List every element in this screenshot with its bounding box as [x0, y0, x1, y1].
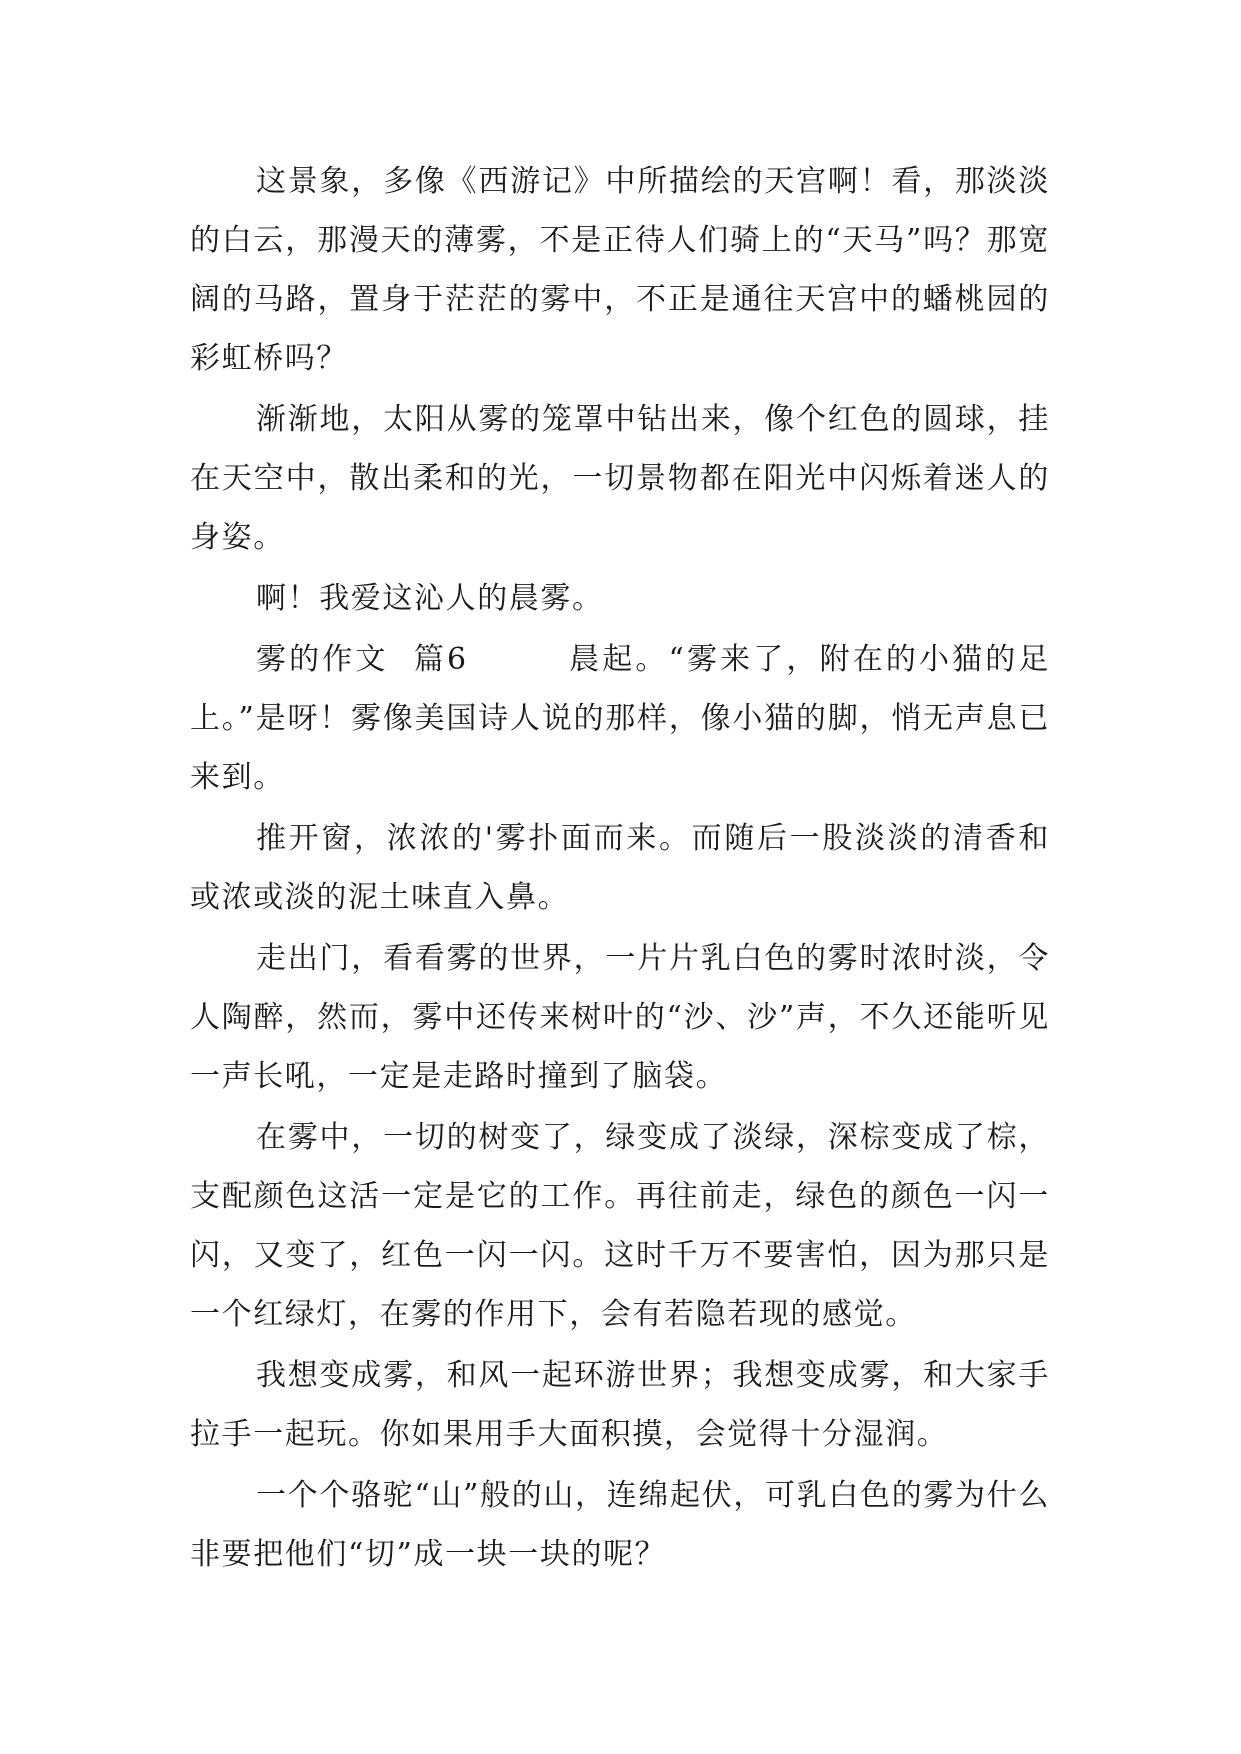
paragraph: 我想变成雾，和风一起环游世界；我想变成雾，和大家手拉手一起玩。你如果用手大面积摸，会觉得十分湿润。 — [190, 1358, 1050, 1452]
paragraph: 走出门，看看雾的世界，一片片乳白色的雾时浓时淡，令人陶醉，然而，雾中还传来树叶的“沙、沙”声，不久还能听见一声长吼，一定是走路时撞到了脑袋。 — [190, 941, 1050, 1094]
paragraph: 啊！我爱这沁人的晨雾。 — [256, 581, 604, 616]
document-body — [190, 152, 1050, 1586]
paragraph: 雾的作文 篇6 晨起。“雾来了，附在的小猫的足上。”是呀！雾像美国诗人说的那样，像小猫的脚，悄无声息已来到。 — [190, 642, 1050, 795]
paragraph: 在雾中，一切的树变了，绿变成了淡绿，深棕变成了棕，支配颜色这活一定是它的工作。再往前走，绿色的颜色一闪一闪，又变了，红色一闪一闪。这时千万不要害怕，因为那只是一个红绿灯，在雾的作用下，会有若隐若现的感觉。 — [190, 1120, 1050, 1332]
paragraph: 一个个骆驼“山”般的山，连绵起伏，可乳白色的雾为什么非要把他们“切”成一块一块的呢？ — [190, 1478, 1050, 1572]
paragraph: 推开窗，浓浓的'雾扑面而来。而随后一股淡淡的清香和或浓或淡的泥土味直入鼻。 — [190, 821, 1050, 915]
paragraph: 渐渐地，太阳从雾的笼罩中钻出来，像个红色的圆球，挂在天空中，散出柔和的光，一切景物都在阳光中闪烁着迷人的身姿。 — [190, 402, 1050, 555]
paragraph: 这景象，多像《西游记》中所描绘的天宫啊！看，那淡淡的白云，那漫天的薄雾，不是正待人们骑上的“天马”吗？那宽阔的马路，置身于茫茫的雾中，不正是通往天宫中的蟠桃园的彩虹桥吗？ — [190, 164, 1050, 376]
